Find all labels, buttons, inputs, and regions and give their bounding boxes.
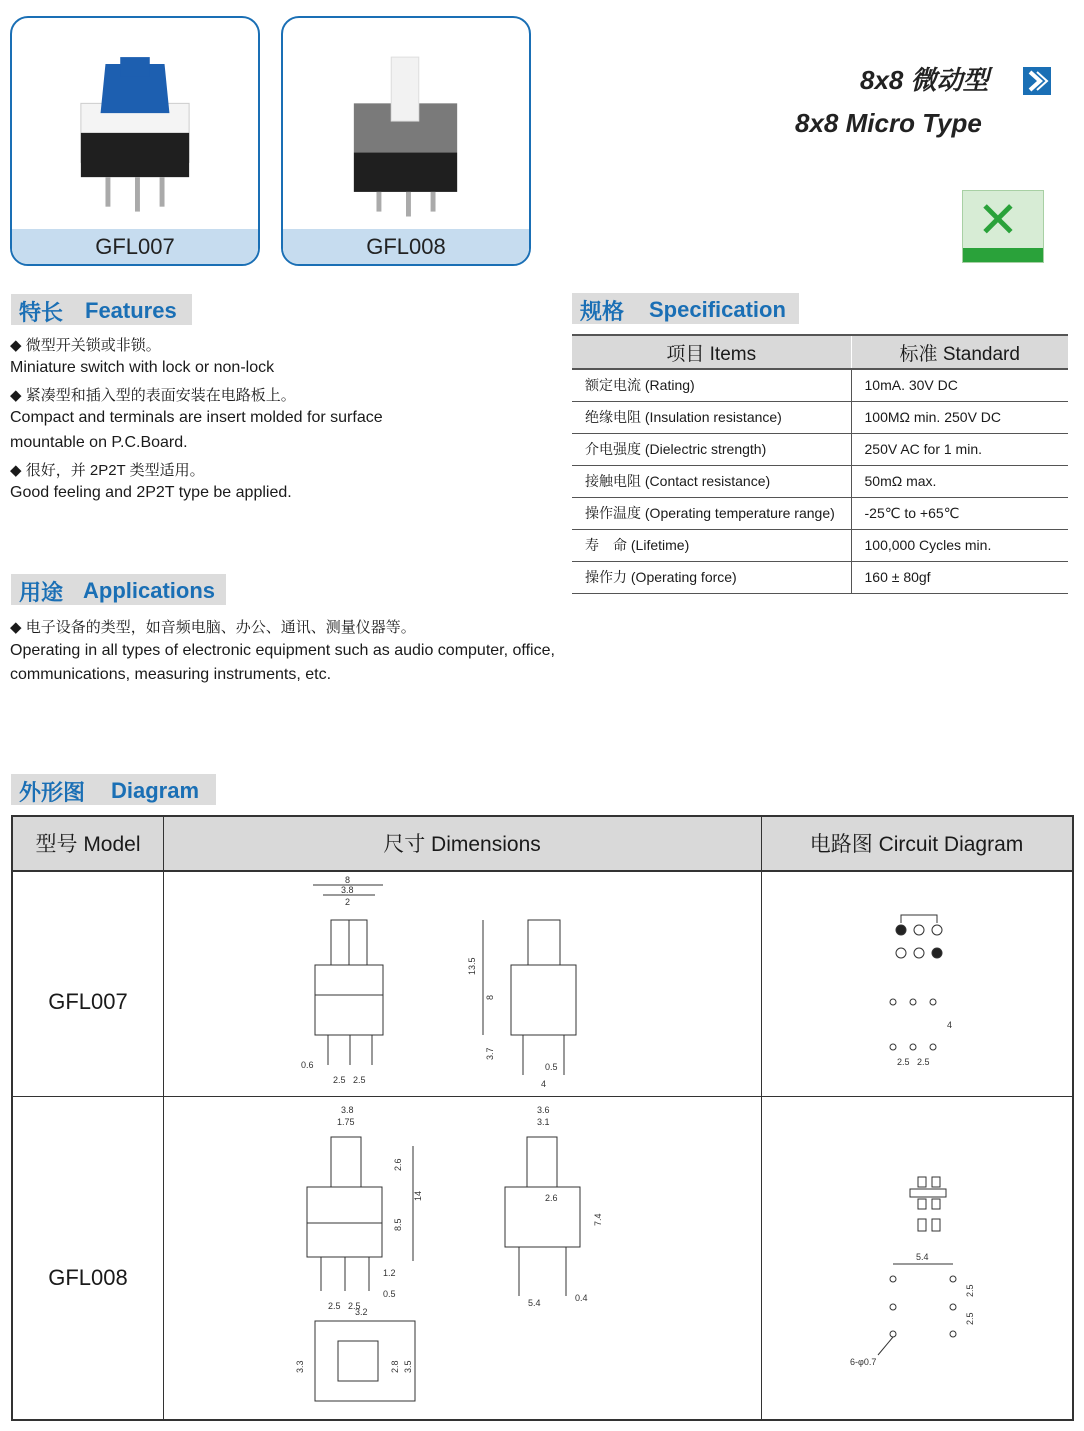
gfl007-dimension-drawing <box>283 875 643 1090</box>
svg-text:8: 8 <box>345 875 351 885</box>
gfl008-circuit-diagram <box>848 1167 998 1367</box>
svg-text:0.6: 0.6 <box>301 1060 314 1070</box>
spec-col-items: 项目 Items <box>572 335 851 369</box>
svg-text:3.2: 3.2 <box>355 1307 368 1317</box>
table-row: 接触电阻 (Contact resistance) 50mΩ max. <box>572 465 1068 497</box>
svg-text:1.75: 1.75 <box>337 1117 355 1127</box>
svg-text:2.5: 2.5 <box>328 1301 341 1311</box>
product-caption: GFL007 <box>12 229 258 264</box>
svg-text:3.8: 3.8 <box>341 1105 354 1115</box>
svg-text:4: 4 <box>541 1079 547 1089</box>
table-row: 额定电流 (Rating) 10mA. 30V DC <box>572 369 1068 401</box>
svg-text:3.3: 3.3 <box>295 1360 305 1373</box>
svg-text:3.6: 3.6 <box>537 1105 550 1115</box>
svg-text:13.5: 13.5 <box>467 957 477 975</box>
spec-col-standard: 标准 Standard <box>851 335 1068 369</box>
product-card-gfl008 <box>281 16 531 266</box>
diagram-table <box>11 815 1074 1421</box>
svg-text:2.5: 2.5 <box>353 1075 366 1085</box>
svg-text:2: 2 <box>345 897 351 907</box>
diagram-heading: 外形图 Diagram <box>11 774 216 805</box>
features-heading: 特长 Features <box>11 294 192 325</box>
svg-text:2.6: 2.6 <box>545 1193 558 1203</box>
application-line: Operating in all types of electronic equipment such as audio computer, office, <box>10 642 555 659</box>
svg-text:3.5: 3.5 <box>403 1360 413 1373</box>
svg-text:7.4: 7.4 <box>593 1213 603 1226</box>
svg-text:5.4: 5.4 <box>528 1298 541 1308</box>
title-en: 8x8 Micro Type <box>795 108 982 138</box>
chevron-right-icon <box>1023 67 1051 95</box>
gfl008-photo <box>283 18 529 231</box>
svg-text:2.8: 2.8 <box>390 1360 400 1373</box>
svg-text:4: 4 <box>947 1020 953 1030</box>
model-gfl007: GFL007 <box>48 989 128 1014</box>
table-row: 绝缘电阻 (Insulation resistance) 100MΩ min. 250V DC <box>572 401 1068 433</box>
svg-text:0.4: 0.4 <box>575 1293 588 1303</box>
diagram-col-dimensions: 尺寸 Dimensions <box>163 817 761 872</box>
svg-text:2.6: 2.6 <box>393 1158 403 1171</box>
product-card-gfl007 <box>10 16 260 266</box>
svg-text:0.5: 0.5 <box>383 1289 396 1299</box>
applications-heading: 用途 Applications <box>11 574 226 605</box>
svg-text:2.5: 2.5 <box>333 1075 346 1085</box>
svg-text:3.8: 3.8 <box>341 885 354 895</box>
svg-text:8.5: 8.5 <box>393 1218 403 1231</box>
svg-text:2.5: 2.5 <box>917 1057 930 1067</box>
spec-table <box>572 334 1068 594</box>
feature-line: ◆ 微型开关锁或非锁。 <box>10 337 161 354</box>
svg-text:5.4: 5.4 <box>916 1252 929 1262</box>
feature-line: ◆ 紧凑型和插入型的表面安装在电路板上。 <box>10 387 296 404</box>
feature-line: Miniature switch with lock or non-lock <box>10 359 275 376</box>
rohs-badge-icon: ✕ <box>962 190 1044 263</box>
spec-heading: 规格 Specification <box>572 293 799 324</box>
svg-text:0.5: 0.5 <box>545 1062 558 1072</box>
title-cn: 8x8 微动型 <box>860 65 989 95</box>
feature-line: Compact and terminals are insert molded for surface <box>10 409 383 426</box>
table-row: 操作力 (Operating force) 160 ± 80gf <box>572 561 1068 593</box>
svg-text:3.7: 3.7 <box>485 1047 495 1060</box>
svg-text:8: 8 <box>485 994 495 1000</box>
product-caption: GFL008 <box>283 229 529 264</box>
feature-line: Good feeling and 2P2T type be applied. <box>10 484 292 501</box>
svg-text:2.5: 2.5 <box>897 1057 910 1067</box>
table-row: 介电强度 (Dielectric strength) 250V AC for 1 min. <box>572 433 1068 465</box>
application-line: communications, measuring instruments, etc. <box>10 666 332 683</box>
svg-text:14: 14 <box>413 1190 423 1201</box>
svg-text:2.5: 2.5 <box>965 1312 975 1325</box>
application-line: ◆ 电子设备的类型，如音频电脑、办公、通讯、测量仪器等。 <box>10 619 416 636</box>
svg-text:1.2: 1.2 <box>383 1268 396 1278</box>
feature-line: ◆ 很好，并 2P2T 类型适用。 <box>10 462 205 479</box>
table-row: 操作温度 (Operating temperature range) -25℃ to +65℃ <box>572 497 1068 529</box>
table-row: 寿 命 (Lifetime) 100,000 Cycles min. <box>572 529 1068 561</box>
diagram-col-model: 型号 Model <box>13 817 163 872</box>
diagram-col-circuit: 电路图 Circuit Diagram <box>761 817 1072 872</box>
svg-text:2.5: 2.5 <box>965 1284 975 1297</box>
gfl007-photo <box>12 18 258 231</box>
gfl007-circuit-diagram <box>881 905 971 1080</box>
feature-line: mountable on P.C.Board. <box>10 434 188 451</box>
gfl008-dimension-drawing <box>283 1101 643 1419</box>
model-gfl008: GFL008 <box>48 1265 128 1290</box>
svg-text:2.5: 2.5 <box>348 1301 361 1311</box>
svg-text:6-φ0.7: 6-φ0.7 <box>850 1357 877 1367</box>
svg-text:3.1: 3.1 <box>537 1117 550 1127</box>
